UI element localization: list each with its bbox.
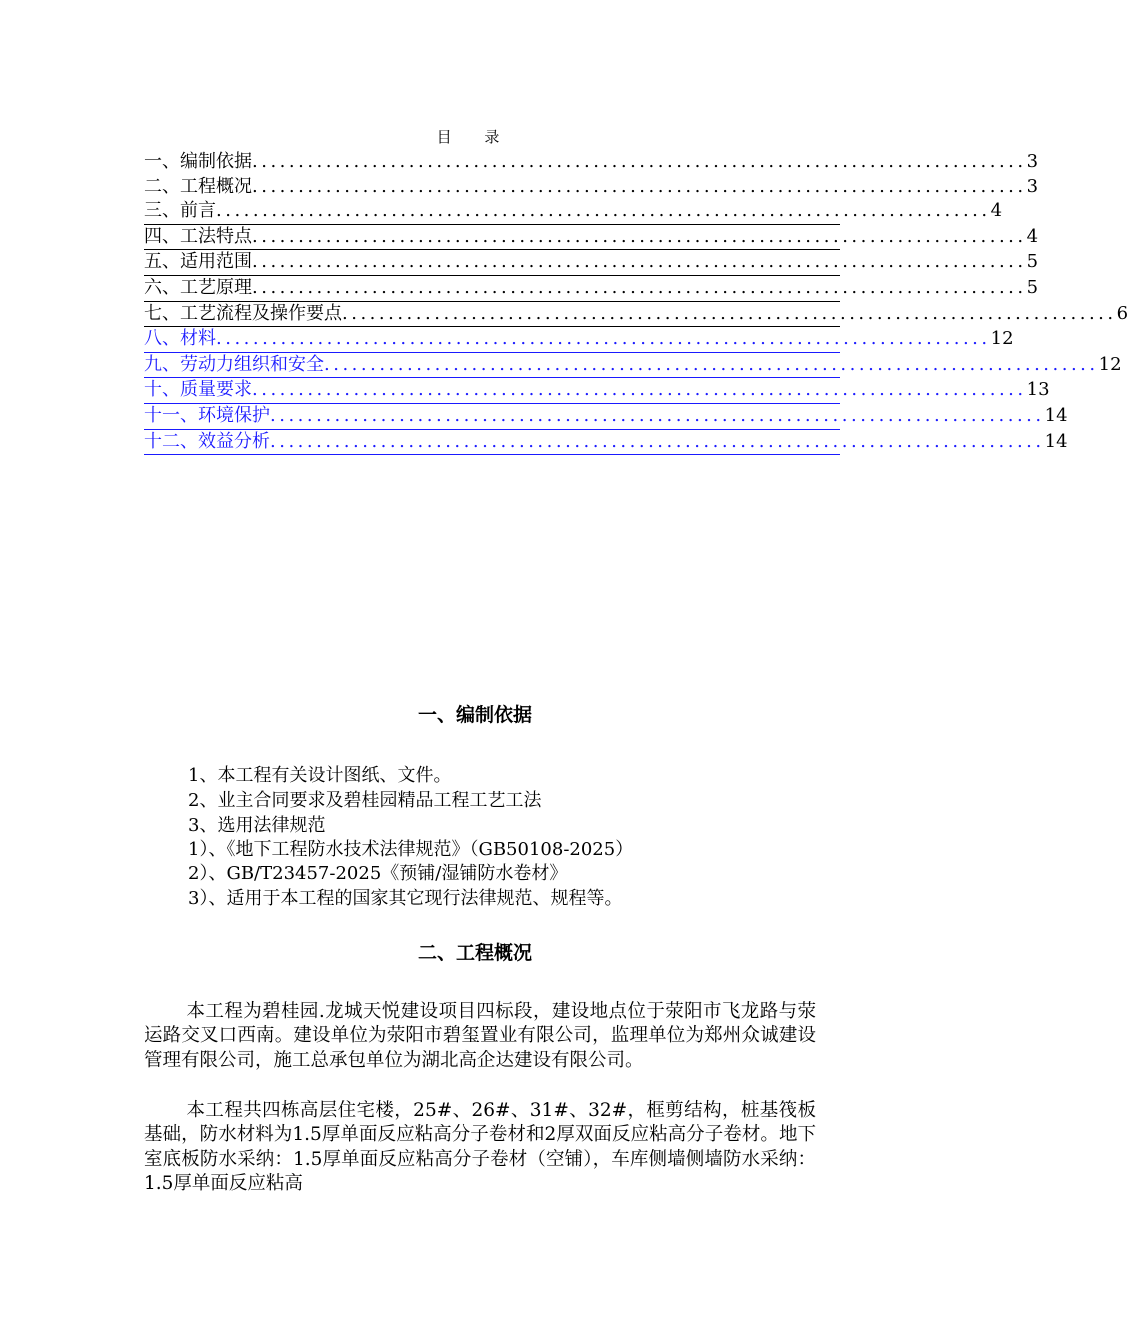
- toc-entry-link[interactable]: [144, 404, 1068, 430]
- toc-entry-label: 六、工艺原理: [144, 276, 252, 298]
- basis-item: 3、选用法律规范: [188, 815, 326, 836]
- toc-entry-label: 三、前言: [144, 200, 216, 222]
- toc-entry-link[interactable]: [144, 430, 1068, 456]
- toc-entry[interactable]: [144, 250, 1039, 276]
- toc-leader-dots: ....................................................................................: [252, 276, 1027, 298]
- toc-leader-dots: ....................................................................................: [252, 151, 1027, 172]
- toc-entry-label: 四、工法特点: [144, 225, 252, 247]
- toc-entry-page: 12: [990, 328, 1014, 350]
- toc-entry-label: 八、材料: [144, 328, 216, 350]
- toc-entry-page: 5: [1026, 276, 1039, 298]
- toc-entry-page: 4: [990, 200, 1003, 222]
- toc-leader-dots: ....................................................................................: [252, 175, 1027, 197]
- toc-entry-page: 6: [1116, 302, 1128, 324]
- basis-item: 2、业主合同要求及碧桂园精品工程工艺工法: [188, 790, 542, 811]
- toc-entry-page: 13: [1026, 379, 1050, 401]
- toc-entry-label: 十、质量要求: [144, 379, 252, 401]
- toc-entry-page: 14: [1044, 404, 1068, 426]
- basis-item: 1、本工程有关设计图纸、文件。: [188, 765, 452, 786]
- section-heading-basis: 一、编制依据: [417, 704, 532, 726]
- toc-entry-label: 五、适用范围: [144, 251, 252, 273]
- toc-entry[interactable]: [144, 225, 1039, 251]
- toc-entry-link[interactable]: [144, 327, 1014, 353]
- toc-entry-label: 九、劳动力组织和安全: [144, 353, 324, 375]
- toc-entry[interactable]: [144, 302, 1128, 328]
- toc-leader-dots: ....................................................................................: [252, 251, 1027, 273]
- toc-entry[interactable]: [144, 199, 1003, 225]
- overview-paragraph: 本工程共四栋高层住宅楼，25#、26#、31#、32#，框剪结构，桩基筏板基础，防水材料为1.5厚单面反应粘高分子卷材和2厚双面反应粘高分子卷材。地下室底板防水采纳：1.5厚单面反应粘高分子卷材（空铺），车库侧墙侧墙防水采纳：1.5厚单面反应粘高: [144, 1100, 816, 1194]
- toc-leader-dots: ....................................................................................: [324, 353, 1099, 375]
- toc-entry-page: 4: [1026, 225, 1039, 247]
- toc-entry-label: 十一、环境保护: [144, 404, 270, 426]
- basis-item: 3）、适用于本工程的国家其它现行法律规范、规程等。: [188, 888, 623, 909]
- toc-entry[interactable]: [144, 276, 1039, 302]
- toc-leader-dots: ....................................................................................: [342, 302, 1117, 324]
- toc-entry-page: 12: [1098, 353, 1122, 375]
- toc-leader-dots: ....................................................................................: [216, 200, 991, 222]
- basis-item: 2）、GB/T23457-2025《预铺/湿铺防水卷材》: [188, 863, 568, 884]
- toc-entry-label: 二、工程概况: [144, 175, 252, 197]
- toc-entry-page: 3: [1026, 175, 1039, 197]
- toc-entry[interactable]: [144, 150, 1039, 175]
- overview-paragraph: 本工程为碧桂园.龙城天悦建设项目四标段，建设地点位于荥阳市飞龙路与荥运路交叉口西南。建设单位为荥阳市碧玺置业有限公司，监理单位为郑州众诚建设管理有限公司，施工总承包单位为湖北高企达建设有限公司。: [144, 1001, 816, 1071]
- toc-leader-dots: ....................................................................................: [270, 404, 1045, 426]
- toc-entry-link[interactable]: [144, 378, 1050, 404]
- toc-entry-label: 七、工艺流程及操作要点: [144, 302, 342, 324]
- basis-item: 1）、《地下工程防水技术法律规范》（GB50108-2025）: [188, 839, 634, 860]
- toc-entry-page: 5: [1026, 251, 1039, 273]
- toc-leader-dots: ....................................................................................: [216, 328, 991, 350]
- toc-leader-dots: ....................................................................................: [252, 379, 1027, 401]
- toc-title: 目 录: [436, 128, 514, 146]
- toc-entry-label: 十二、效益分析: [144, 430, 270, 452]
- toc-entry-label: 一、编制依据: [144, 151, 252, 172]
- section-heading-overview: 二、工程概况: [417, 942, 532, 964]
- toc-entry-page: 3: [1026, 151, 1039, 172]
- table-of-contents: [144, 150, 1128, 455]
- toc-leader-dots: ....................................................................................: [252, 225, 1027, 247]
- toc-leader-dots: ....................................................................................: [270, 430, 1045, 452]
- toc-entry-link[interactable]: [144, 353, 1122, 379]
- toc-entry-page: 14: [1044, 430, 1068, 452]
- toc-entry[interactable]: [144, 175, 1039, 200]
